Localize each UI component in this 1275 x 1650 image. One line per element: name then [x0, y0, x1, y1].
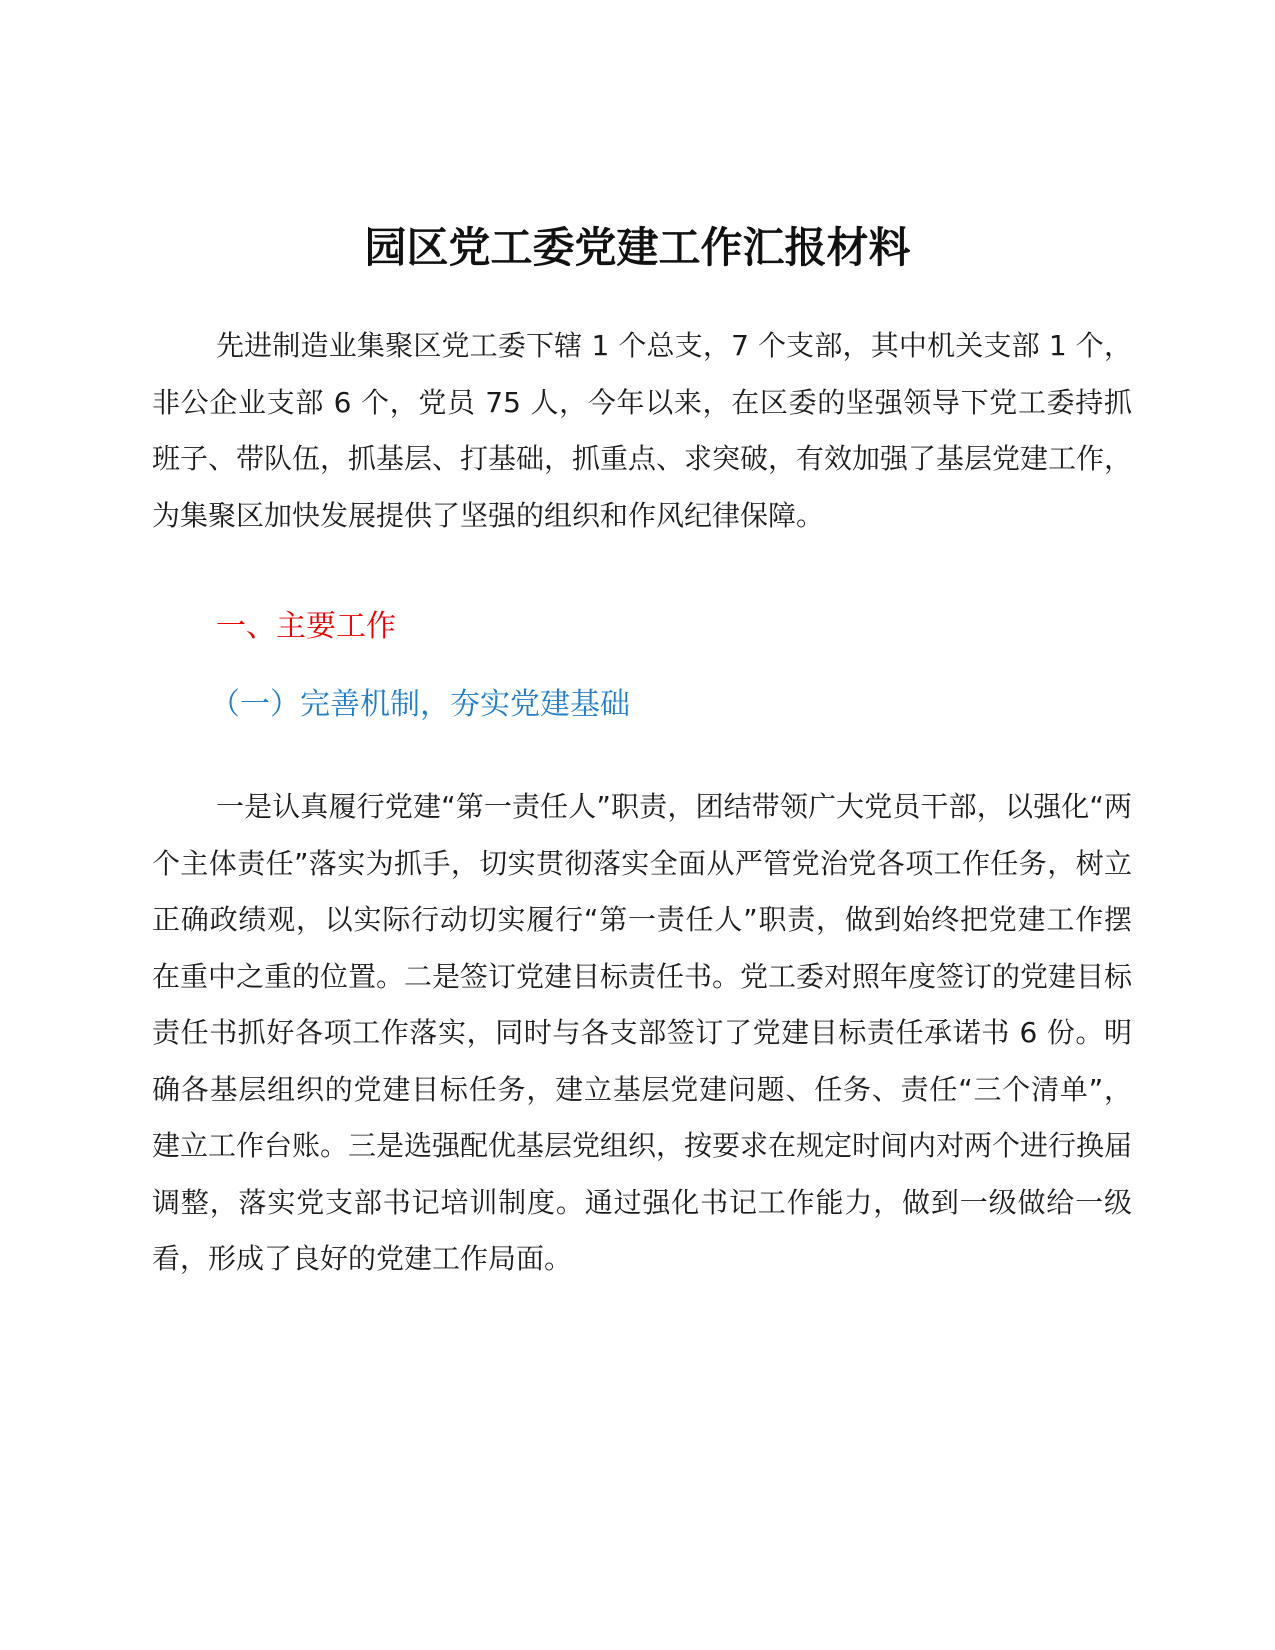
intro-paragraph: 先进制造业集聚区党工委下辖 1 个总支，7 个支部，其中机关支部 1 个，非公企业支部 6 个，党员 75 人，今年以来，在区委的坚强领导下党工委持抓班子、带队伍，抓基层、打基础，抓重点、求突破，有效加强了基层党建工作，为集聚区加快发展提供了坚强的组织和作风纪律保障。 [152, 329, 1133, 532]
subsection-body-paragraph: 一是认真履行党建“第一责任人”职责，团结带领广大党员干部，以强化“两个主体责任”落实为抓手，切实贯彻落实全面从严管党治党各项工作任务，树立正确政绩观，以实际行动切实履行“第一责任人”职责，做到始终把党建工作摆在重中之重的位置。二是签订党建目标责任书。党工委对照年度签订的党建目标责任书抓好各项工作落实，同时与各支部签订了党建目标责任承诺书 6 份。明确各基层组织的党建目标任务，建立基层党建问题、任务、责任“三个清单”，建立工作台账。三是选强配优基层党组织，按要求在规定时间内对两个进行换届调整，落实党支部书记培训制度。通过强化书记工作能力，做到一级做给一级看，形成了良好的党建工作局面。 [152, 790, 1133, 1275]
subsection-heading-improve-mechanism: （一）完善机制，夯实党建基础 [210, 687, 630, 722]
section-heading-main-work: 一、主要工作 [216, 609, 396, 644]
document-title: 园区党工委党建工作汇报材料 [364, 223, 911, 272]
